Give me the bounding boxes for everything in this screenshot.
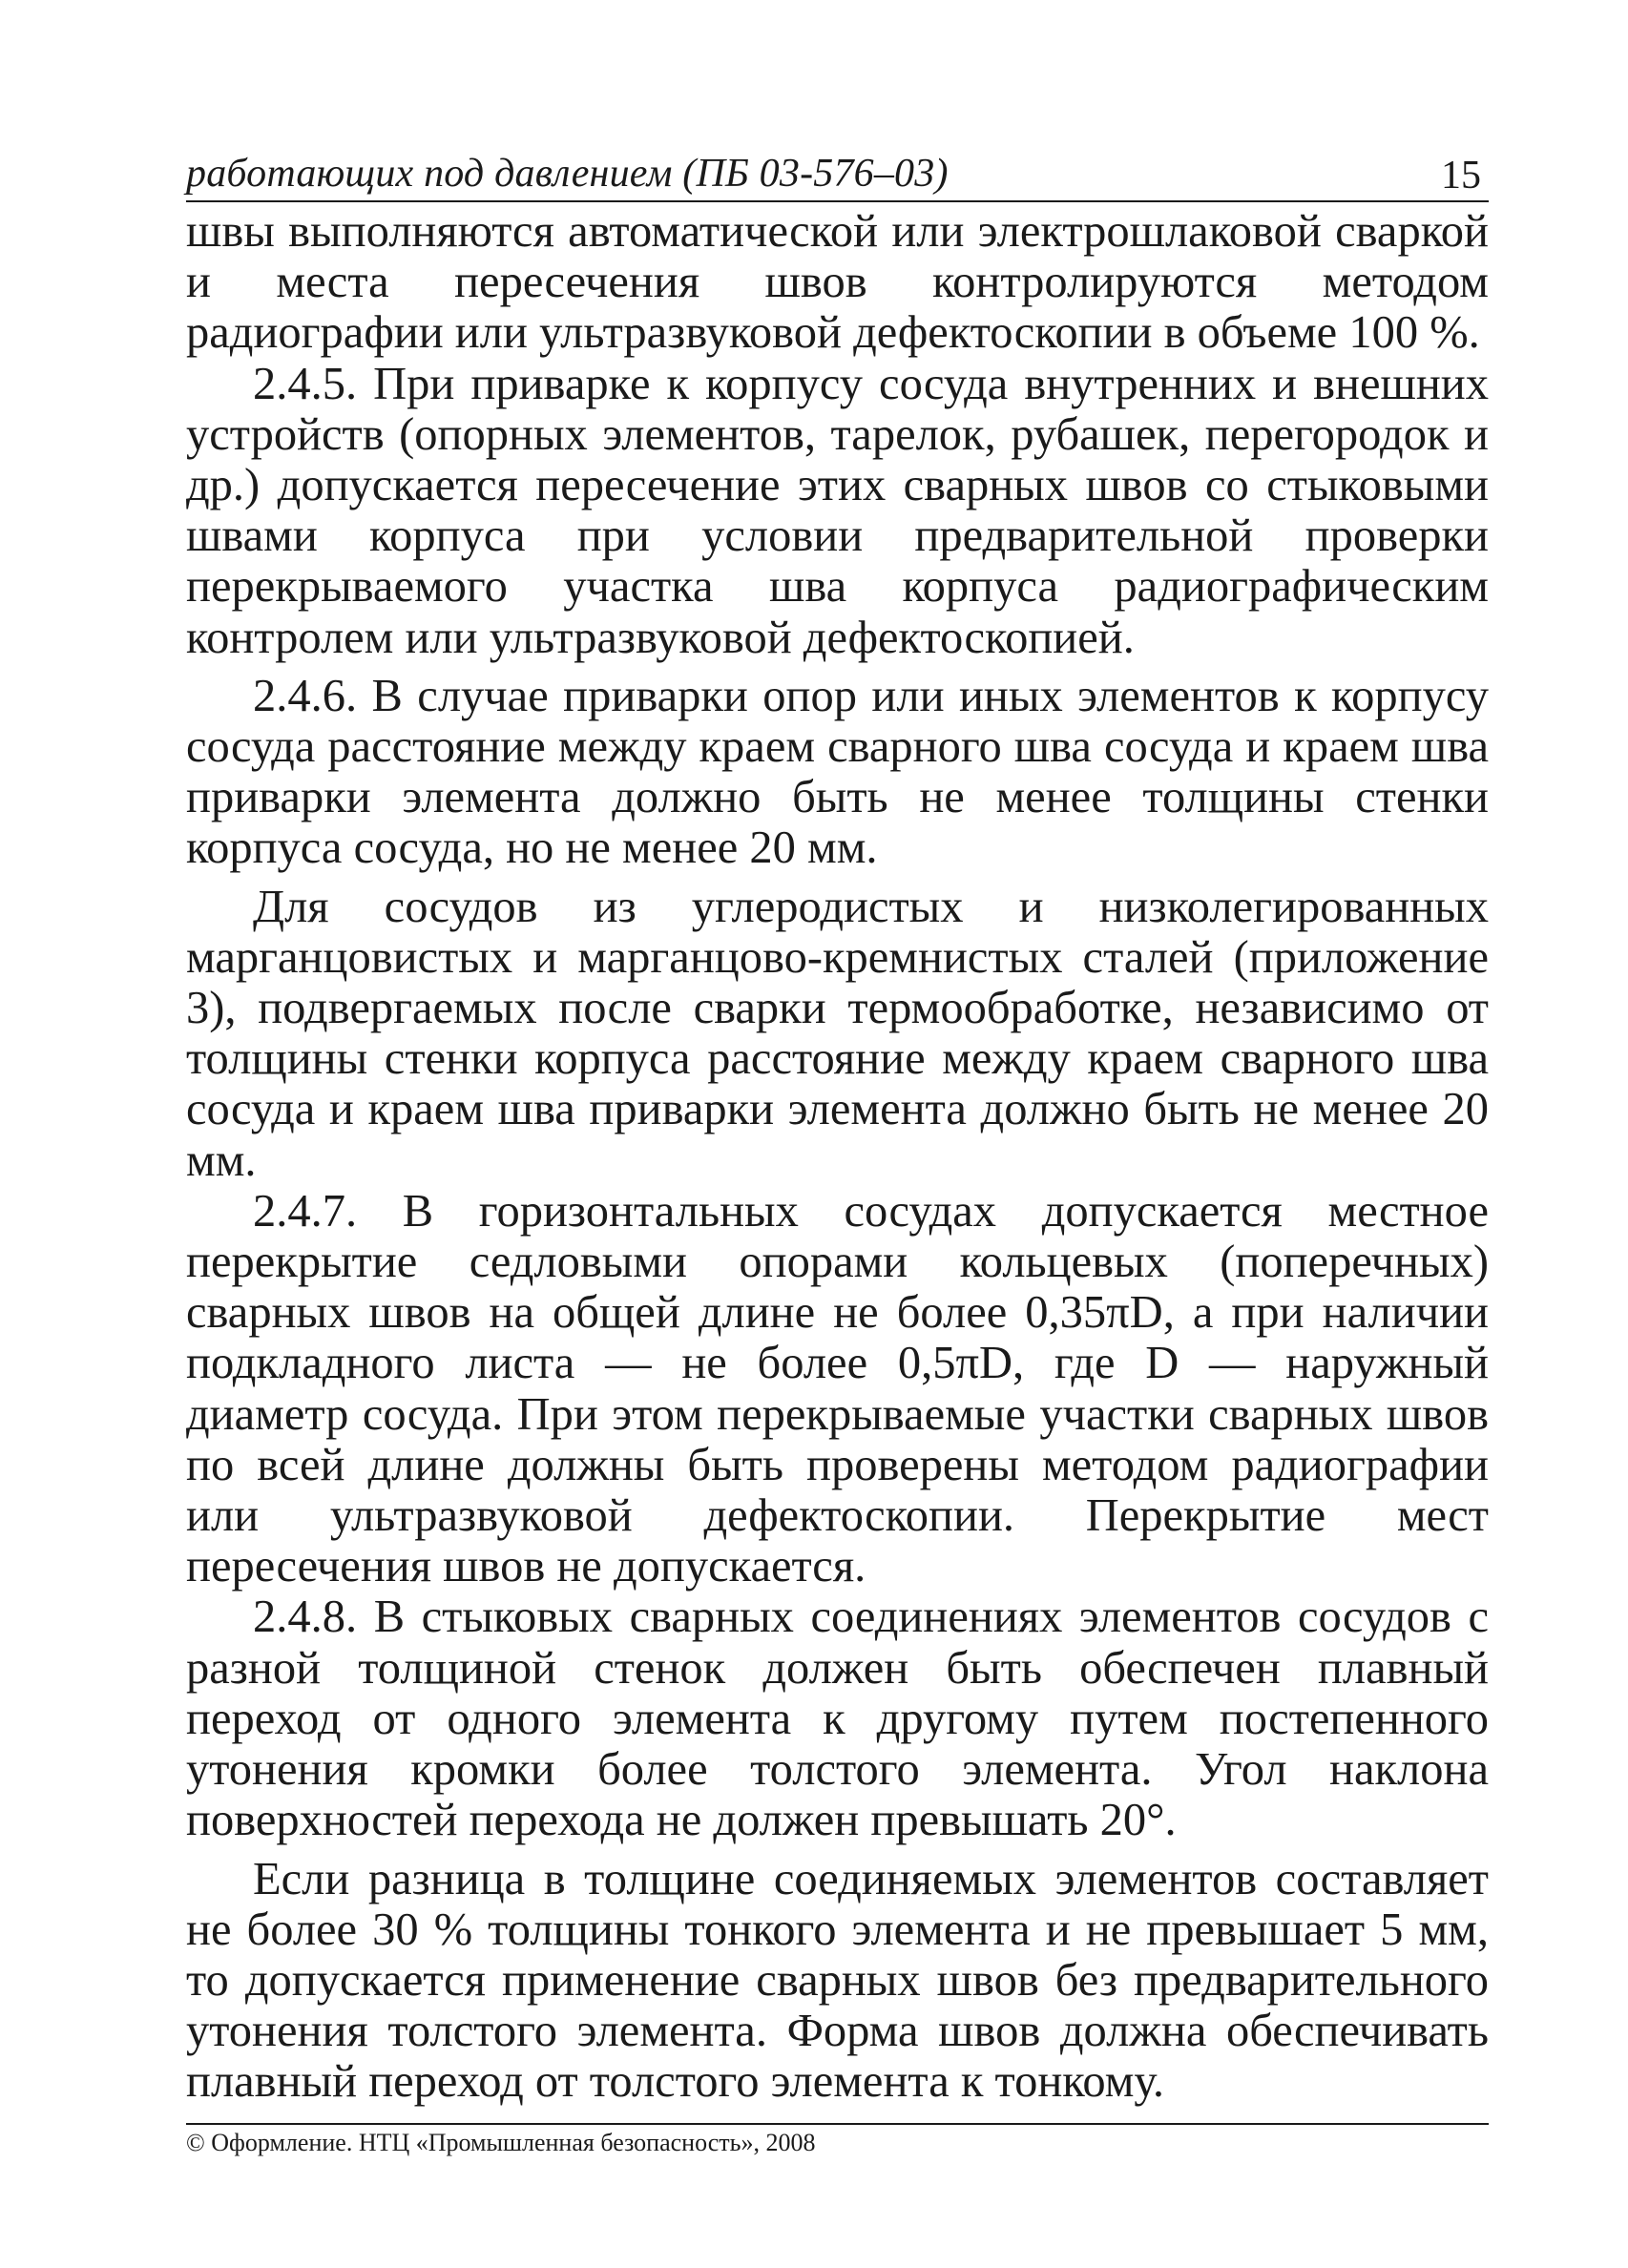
paragraph-thickness-difference: Если разница в толщине соединяемых элементов составляет не более 30 % толщины тонкого элемента и не превышает 5 мм, то допускается применение сварных швов без предварительного утонения толстого элемента. Форма швов должна обеспечивать плавный переход от толстого элемента к тонкому.	[186, 1853, 1489, 2108]
page-number: 15	[1441, 154, 1481, 198]
paragraph-continuation: швы выполняются автоматической или электрошлаковой сваркой и места пересечения швов контролируются методом радиографии или ультразвуковой дефектоскопии в объеме 100 %.	[186, 206, 1489, 359]
paragraph-2-4-5: 2.4.5. При приварке к корпусу сосуда внутренних и внешних устройств (опорных элементов, тарелок, рубашек, перегородок и др.) допускается пересечение этих сварных швов со стыковыми швами корпуса при условии предварительной проверки перекрываемого участка шва корпуса радиографическим контролем или ультразвуковой дефектоскопией.	[186, 358, 1489, 663]
footer	[186, 2123, 1489, 2157]
body-text	[186, 206, 1489, 2108]
paragraph-2-4-7: 2.4.7. В горизонтальных сосудах допускается местное перекрытие седловыми опорами кольцевых (поперечных) сварных швов на общей длине не более 0,35πD, а при наличии подкладного листа — не более 0,5πD, где D — наружный диаметр сосуда. При этом перекрываемые участки сварных швов по всей длине должны быть проверены методом радиографии или ультразвуковой дефектоскопии. Перекрытие мест пересечения швов не допускается.	[186, 1185, 1489, 1592]
paragraph-2-4-8: 2.4.8. В стыковых сварных соединениях элементов сосудов с разной толщиной стенок должен быть обеспечен плавный переход от одного элемента к другому путем постепенного утонения кромки более толстого элемента. Угол наклона поверхностей перехода не должен превышать 20°.	[186, 1592, 1489, 1846]
document-page	[186, 153, 1489, 2166]
footer-copyright: © Оформление. НТЦ «Промышленная безопасность», 2008	[186, 2129, 816, 2156]
paragraph-steels: Для сосудов из углеродистых и низколегированных марганцовистых и марганцово-кремнистых сталей (приложение 3), подвергаемых после сварки термообработке, независимо от толщины стенки корпуса расстояние между краем сварного шва сосуда и краем шва приварки элемента должно быть не менее 20 мм.	[186, 881, 1489, 1186]
running-title: работающих под давлением (ПБ 03-576–03)	[186, 152, 949, 196]
running-header	[186, 153, 1489, 202]
paragraph-2-4-6: 2.4.6. В случае приварки опор или иных элементов к корпусу сосуда расстояние между краем сварного шва сосуда и краем шва приварки элемента должно быть не менее толщины стенки корпуса сосуда, но не менее 20 мм.	[186, 670, 1489, 874]
